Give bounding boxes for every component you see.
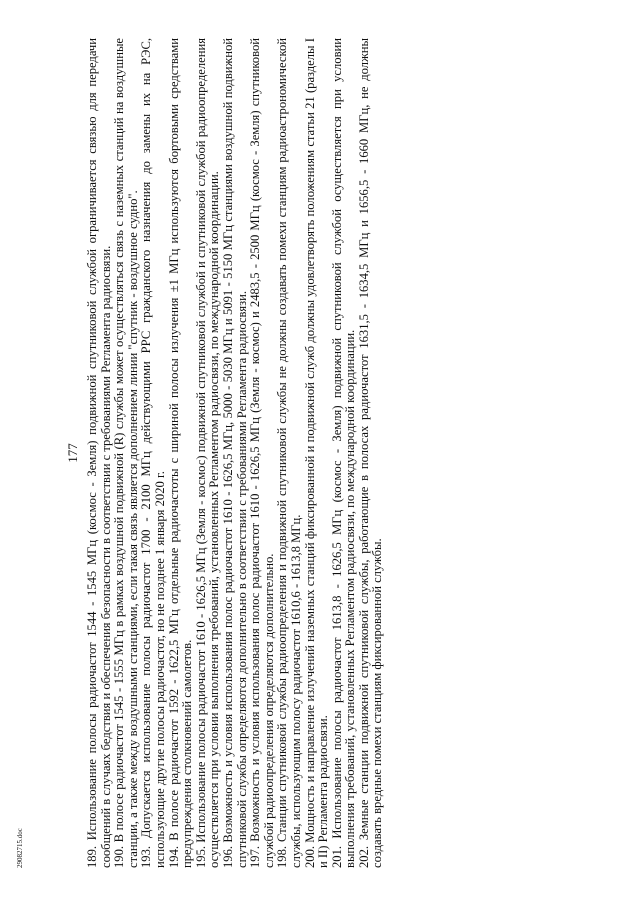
paragraph-197: 197. Возможность и условия использования полос радиочастот 1610 - 1626,5 МГц (Земля - космос) и 2483,5 - 2500 МГц (космос - Земля) спутниковой службой радиоопределения определяются дополнительно. <box>248 38 276 868</box>
document-body <box>86 38 385 868</box>
paragraph-198: 198. Станции спутниковой службы радиоопределения и подвижной спутниковой службы не должны создавать помехи станциям радиоастрономической службы, использующим полосу радиочастот 1610,6 - 1613,8 МГц. <box>275 38 303 868</box>
paragraph-194: 194. В полосе радиочастот 1592 - 1622,5 МГц отдельные радиочастоты с шириной полосы излучения ±1 МГц используются бортовыми средствами предупреждения столкновений самолетов. <box>166 38 195 868</box>
paragraph-190: 190. В полосе радиочастот 1545 - 1555 МГц в рамках воздушной подвижной (R) службы может осуществляться связь с наземных станций на воздушные станции, а также между воздушными станциями, если такая связь является дополнением линии "спутник - воздушное судно". <box>112 38 140 868</box>
rotated-content <box>60 38 580 868</box>
footer-doc-code: 29082715.doc <box>16 828 24 868</box>
paragraph-201: 201. Использование полосы радиочастот 1613,8 - 1626,5 МГц (космос - Земля) подвижной спутниковой службой осуществляется при условии выполнения требований, установленных Регламентом радиосвязи, по международной координации. <box>329 38 358 868</box>
paragraph-202: 202. Земные станции подвижной спутниковой службы, работающие в полосах радиочастот 1631,5 - 1634,5 МГц и 1656,5 - 1660 МГц, не должны создавать вредные помехи станциям фиксированной службы. <box>356 38 385 868</box>
paragraph-200: 200. Мощность и направление излучений наземных станций фиксированной и подвижной служб должны удовлетворять положениям статьи 21 (разделы I и II) Регламента радиосвязи. <box>302 38 331 868</box>
paragraph-195: 195. Использование полосы радиочастот 1610 - 1626,5 МГц (Земля - космос) подвижной спутниковой службой и спутниковой службой радиоопределения осуществляется при условии выполнения требований, установленных Регламентом радиосвязи, по международной координации. <box>193 38 222 868</box>
paragraph-189: 189. Использование полосы радиочастот 1544 - 1545 МГц (космос - Земля) подвижной спутниковой службой ограничивается связью для передачи сообщений в случаях бедствия и обеспечения безопасности в соответствии с требованиями Регламента радиосвязи. <box>85 38 113 868</box>
paragraph-196: 196. Возможность и условия использования полос радиочастот 1610 - 1626,5 МГц, 5000 - 5030 МГц и 5091 - 5150 МГц станциями воздушной подвижной спутниковой службы определяются дополнительно в соответствии с требованиями Регламента радиосвязи. <box>220 38 249 868</box>
paragraph-193: 193. Допускается использование полосы радиочастот 1700 - 2100 МГц действующими РРС гражданского назначения до замены их на РЭС, использующие другие полосы радиочастот, но не позднее 1 января 2020 г. <box>139 38 167 868</box>
page-number: 177 <box>65 443 80 463</box>
